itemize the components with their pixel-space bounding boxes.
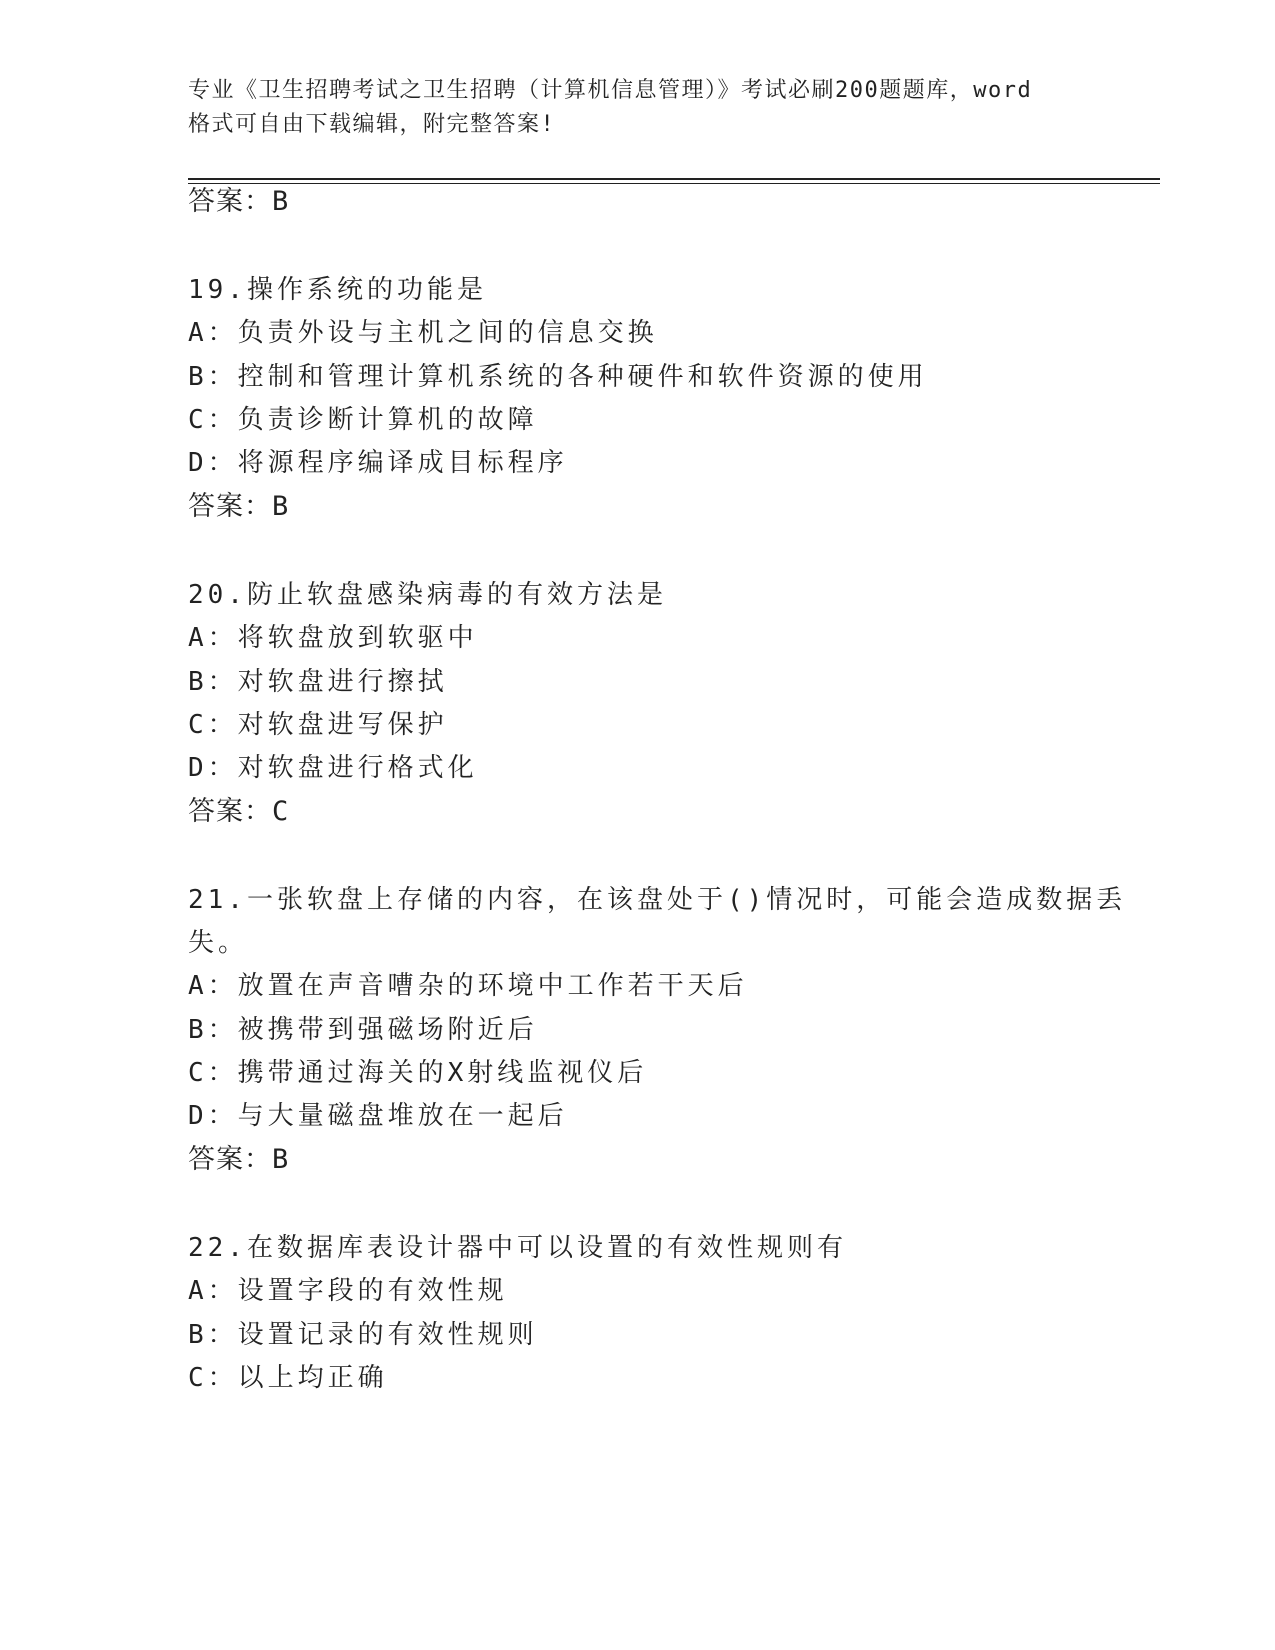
question-stem-line-1: 21.一张软盘上存储的内容，在该盘处于()情况时，可能会造成数据丢 xyxy=(188,885,1127,915)
option-c: C：以上均正确 xyxy=(188,1363,388,1393)
question-stem: 19.操作系统的功能是 xyxy=(188,275,487,305)
option-a: A：放置在声音嘈杂的环境中工作若干天后 xyxy=(188,971,748,1001)
option-d: D：对软盘进行格式化 xyxy=(188,753,478,783)
document-header xyxy=(188,74,1088,142)
option-c: C：对软盘进写保护 xyxy=(188,710,448,740)
answer: 答案：B xyxy=(188,1144,290,1175)
option-b: B：设置记录的有效性规则 xyxy=(188,1320,538,1350)
header-line-1: 专业《卫生招聘考试之卫生招聘（计算机信息管理）》考试必刷200题题库，word xyxy=(188,78,1033,103)
option-a: A：设置字段的有效性规 xyxy=(188,1276,508,1306)
option-c: C：携带通过海关的X射线监视仪后 xyxy=(188,1058,648,1088)
option-a: A：将软盘放到软驱中 xyxy=(188,623,478,653)
previous-answer: 答案：B xyxy=(188,186,290,217)
option-b: B：控制和管理计算机系统的各种硬件和软件资源的使用 xyxy=(188,362,928,392)
option-c: C：负责诊断计算机的故障 xyxy=(188,405,538,435)
document-page xyxy=(188,0,1188,1650)
question-stem-line-2: 失。 xyxy=(188,928,249,958)
header-line-2: 格式可自由下载编辑，附完整答案! xyxy=(188,112,556,137)
option-d: D：将源程序编译成目标程序 xyxy=(188,448,568,478)
header-divider-thin xyxy=(188,183,1160,184)
option-a: A：负责外设与主机之间的信息交换 xyxy=(188,318,658,348)
option-d: D：与大量磁盘堆放在一起后 xyxy=(188,1101,568,1131)
question-stem: 22.在数据库表设计器中可以设置的有效性规则有 xyxy=(188,1233,847,1263)
option-b: B：被携带到强磁场附近后 xyxy=(188,1015,538,1045)
header-divider-thick xyxy=(188,178,1160,180)
option-b: B：对软盘进行擦拭 xyxy=(188,667,448,697)
answer: 答案：B xyxy=(188,491,290,522)
question-stem: 20.防止软盘感染病毒的有效方法是 xyxy=(188,580,667,610)
answer: 答案：C xyxy=(188,796,290,827)
